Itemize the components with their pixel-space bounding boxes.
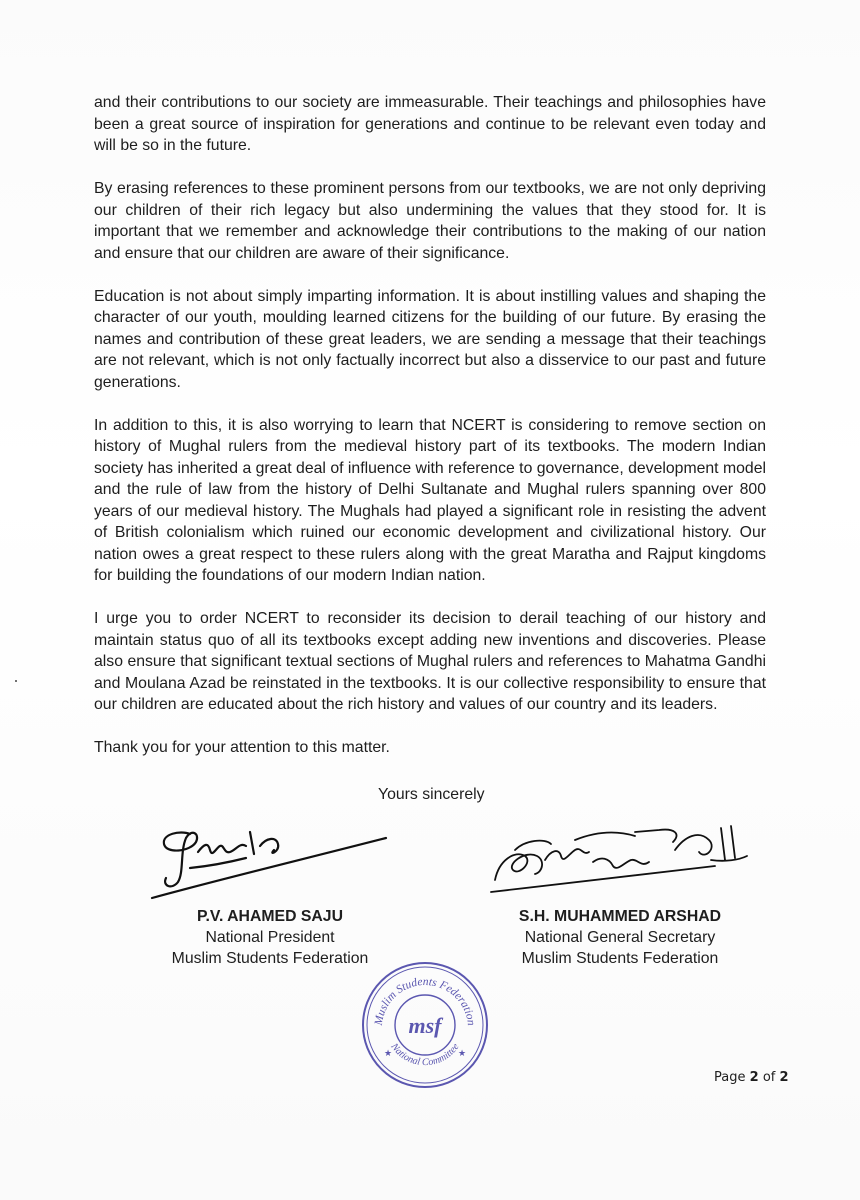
signer-left-title: National President	[205, 929, 335, 946]
page-total: 2	[779, 1070, 789, 1085]
page-current: 2	[749, 1070, 759, 1085]
paragraph-6: Thank you for your attention to this matter.	[94, 739, 390, 756]
signer-left-name: P.V. AHAMED SAJU	[196, 908, 344, 925]
letter-body	[94, 92, 766, 780]
page-number	[714, 1070, 789, 1085]
closing-line: Yours sincerely	[378, 786, 485, 803]
paragraph-2: By erasing references to these prominent persons from our textbooks, we are not only depriving our children of their rich legacy but also undermining the values that they stood for. It is important that we remember and acknowledge their contributions to the making of our nation and ensure that our children are aware of their significance.	[94, 180, 766, 262]
stamp-star-left: ★	[384, 1049, 393, 1059]
paragraph-3: Education is not about simply imparting information. It is about instilling values and shaping the character of our youth, moulding learned citizens for the building of our future. By erasing the names and contribution of these great leaders, we are sending a message that their teachings are not relevant, which is not only factually incorrect but also a disservice to our past and future generations.	[94, 287, 766, 391]
signer-right-title: National General Secretary	[524, 929, 716, 946]
stamp-bottom-text: National Committee	[388, 1041, 462, 1069]
paragraph-4: In addition to this, it is also worrying to learn that NCERT is considering to remove section on history of Mughal rulers from the medieval history part of its textbooks. The modern Indian society has inherited a great deal of influence with reference to governance, development model and the rule of law from the history of Delhi Sultanate and Mughal rulers spanning over 800 years of our medieval history. The Mughals had played a significant role in resisting the advent of British colonialism which ruined our economic development and civilizational history. Our nation owes a great respect to these rulers along with the great Maratha and Rajput kingdoms for building the foundations of our modern Indian nation.	[94, 416, 766, 584]
paragraph-1: and their contributions to our society are immeasurable. Their teachings and philosophies have been a great source of inspiration for generations and continue to be relevant even today and will be so in the future.	[94, 94, 766, 154]
stamp-top-text: Muslim Students Federation	[372, 975, 477, 1027]
page-label: Page	[714, 1070, 746, 1085]
stamp-center-text: msf	[408, 1013, 442, 1038]
speck	[15, 680, 17, 682]
signature-right	[485, 820, 755, 900]
page-of: of	[762, 1070, 776, 1085]
signer-right-name: S.H. MUHAMMED ARSHAD	[518, 908, 722, 925]
paragraph-5: I urge you to order NCERT to reconsider its decision to derail teaching of our history and maintain status quo of all its textbooks except adding new inventions and discoveries. Please also ensure that significant textual sections of Mughal rulers and references to Mahatma Gandhi and Moulana Azad be reinstated in the textbooks. It is our collective responsibility to ensure that our children are educated about the rich history and values of our country and its leaders.	[94, 610, 766, 713]
stamp-star-right: ★	[458, 1049, 467, 1059]
signer-right	[470, 906, 770, 969]
signature-left	[150, 812, 390, 902]
signer-left-org: Muslim Students Federation	[171, 950, 369, 967]
organization-stamp	[360, 960, 490, 1090]
signer-right-org: Muslim Students Federation	[521, 950, 719, 967]
